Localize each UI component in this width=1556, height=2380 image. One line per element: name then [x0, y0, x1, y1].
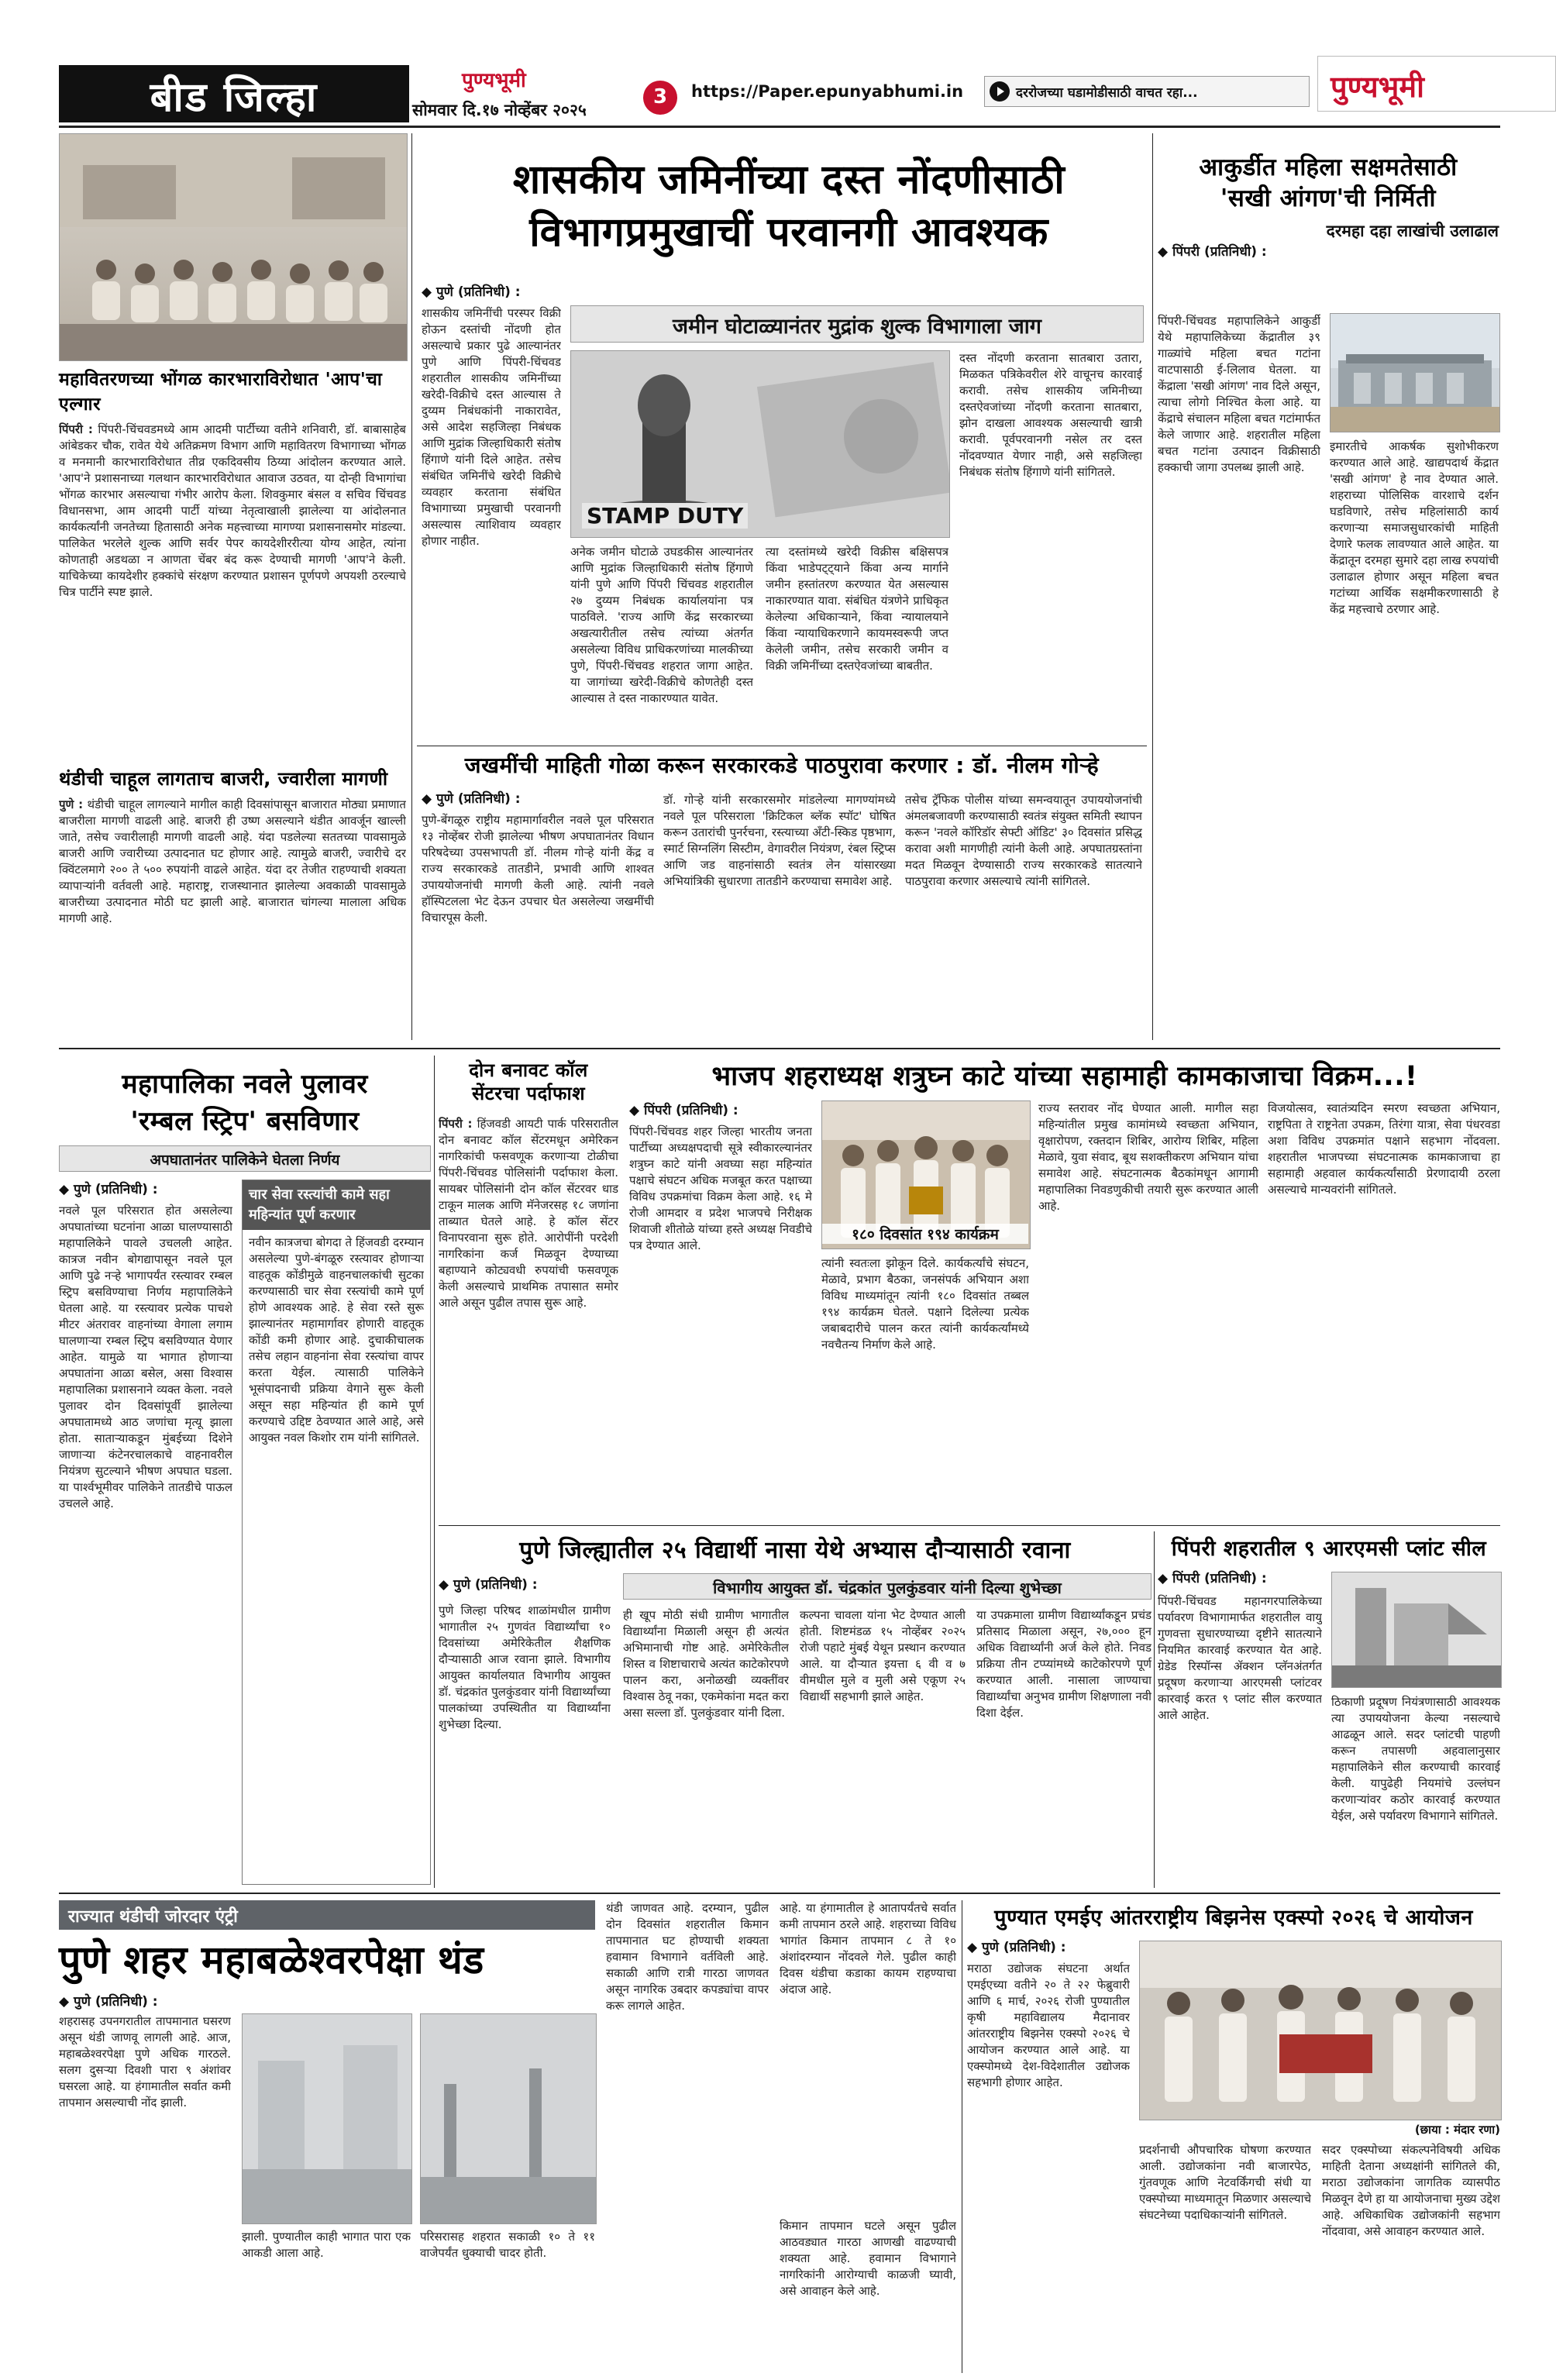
- page-number-badge: [643, 81, 677, 115]
- stamp-duty-photo: [570, 350, 950, 538]
- story-aap-protest: [59, 133, 406, 753]
- gorhe-col-1: पुणे-बेंगळूरु राष्ट्रीय महामार्गावरील नवले पूल परिसरात १३ नोव्हेंबर रोजी झालेल्या भीषण अपघातानंतर विधान परिषदेच्या उपसभापती डॉ. नीलम गोऱ्हे यांनी केंद्र व राज्य सरकारकडे तातडीने, प्रभावी आणि शाश्वत उपाययोजनांची मागणी केली आहे. त्यांनी नवले हॉस्पिटलला भेट देऊन उपचार घेत असलेल्या जखमींची विचारपूस केली.: [422, 813, 654, 925]
- aap-text: [59, 422, 406, 744]
- callcenter-byline: पिंपरी :: [439, 1117, 473, 1131]
- expo-col-3: सदर एक्स्पोच्या संकल्पनेविषयी अधिक माहिती देताना अध्यक्षांनी सांगितले की, मराठा उद्योजकांना जागतिक व्यासपीठ मिळवून देणे हा या आयोजनाचा मुख्य उद्देश आहे. अधिकाधिक उद्योजकांनी सहभाग नोंदवावा, असे आवाहन करण्यात आले.: [1322, 2143, 1500, 2238]
- protest-photo: [59, 133, 408, 361]
- service-road-text: नवीन कात्रजचा बोगदा ते हिंजवडी दरम्यान असलेल्या पुणे-बंगळूरु रस्त्यावर होणाऱ्या वाहतूक कोंडीमुळे वाहनचालकांची सुटका करण्यासाठी चार सेवा रस्त्यांची कामे पूर्ण होणे आवश्यक आहे. हे सेवा रस्ते सुरू झाल्यानंतर महामार्गावर होणारी वाहतूक कोंडी कमी होणार आहे. दुचाकीचालक तसेच लहान वाहनांना सेवा रस्त्यांचा वापर करता येईल. त्यासाठी पालिकेने भूसंपादनाची प्रक्रिया वेगाने सुरू केली असून सहा महिन्यांत ही कामे पूर्ण करण्याचे उद्दिष्ट ठेवण्यात आले आहे, असे आयुक्त नवल किशोर राम यांनी सांगितले.: [249, 1235, 424, 1445]
- rumble-subhead: अपघातानंतर पालिकेने घेतला निर्णय: [150, 1152, 340, 1169]
- land-col-3: त्या दस्तांमध्ये खरेदी विक्रीस बक्षिसपत्र किंवा भाडेपट्ट्याने किंवा अन्य मार्गाने जमीन हस्तांतरण करण्यात येत असल्यास नाकारण्यात यावा. संबंधित यंत्रणेने प्राधिकृत केलेल्या अधिकाऱ्याने, किंवा न्यायालयाने किंवा न्यायाधिकरणाने कायमस्वरूपी जप्त केलेली जमीन, तसेच सरकारी जमीन व विक्री जमिनींच्या दस्तऐवजांच्या बाबतीत.: [766, 545, 948, 673]
- bajri-text-body: थंडीची चाहूल लागल्याने मागील काही दिवसांपासून बाजारात मोठ्या प्रमाणात बाजरीला मागणी वाढली आहे. बाजरी ही उष्ण असल्याने थंडीत आवर्जून खाल्ली जाते, तसेच ज्वारीलाही मागणी वाढली आहे. यंदा पडलेल्या सततच्या पावसामुळे बाजरी आणि ज्वारीच्या उत्पादनात घट होणार आहे. त्यामुळे बाजरी, ज्वारीचे दर क्विंटलमागे २०० ते ५०० रुपयांनी वाढले आहेत. यंदा दर तेजीत राहण्याची शक्यता व्यापाऱ्यांनी वर्तवली आहे. महाराष्ट्र, राजस्थानात झालेल्या अवकाळी पावसामुळे बाजरीच्या उत्पादनात मोठी घट झाली आहे. बाजारात चांगल्या मालाला अधिक मागणी आहे.: [59, 797, 406, 925]
- bjp-headline: भाजप शहराध्यक्ष शत्रुघ्न काटे यांच्या सहामाही कामकाजाचा विक्रम...!: [711, 1061, 1418, 1092]
- expo-byline-icon: ◆: [967, 1940, 982, 1955]
- expo-col-2: प्रदर्शनाची औपचारिक घोषणा करण्यात आली. उद्योजकांना नवी बाजारपेठ, गुंतवणूक आणि नेटवर्किंगची संधी या एक्स्पोच्या माध्यमातून मिळणार असल्याचे संघटनेच्या पदाधिकाऱ्यांनी सांगितले.: [1139, 2143, 1311, 2222]
- play-icon: [990, 81, 1010, 102]
- cold-headline: पुणे शहर महाबळेश्वरपेक्षा थंड: [59, 1937, 484, 1982]
- sakhi-col-1: पिंपरी-चिंचवड महापालिकेने आकुर्डी येथे महापालिकेच्या केंद्रातील ३९ गाळ्यांचे महिला बचत गटांना वाटपासाठी ई-लिलाव घेतला. या केंद्राला 'सखी आंगण' नाव दिले असून, त्याचा लोगो निश्चित केला आहे. या केंद्राचे संचालन महिला बचत गटांमार्फत केले जाणार आहे. शहरातील महिला बचत गटांना उत्पादन विक्रीसाठी हक्काची जागा उपलब्ध झाली आहे.: [1158, 314, 1320, 474]
- story-rmc-plants: [1158, 1531, 1500, 1888]
- land-subhead: जमीन घोटाळ्यानंतर मुद्रांक शुल्क विभागाला जाग: [673, 315, 1041, 339]
- gorhe-headline: जखमींची माहिती गोळा करून सरकारकडे पाठपुरावा करणार : डॉ. नीलम गोऱ्हे: [464, 753, 1100, 778]
- bjp-byline-icon: ◆: [629, 1103, 644, 1118]
- tagline: दररोजच्या घडामोडीसाठी वाचत रहा...: [1016, 85, 1198, 101]
- land-col-4: दस्त नोंदणी करताना सातबारा उतारा, मिळकत पत्रिकेवरील शेरे वाचूनच कारवाई करावी. तसेच शासकीय जमिनीच्या दस्तऐवजांच्या नोंदणी करताना सातबारा, झोन दाखला आवश्यक असल्याची खात्री करावी. पूर्वपरवानगी नसेल तर दस्त नोंदवण्यात येणार नाही, असे सहजिल्हा निबंधक संतोष हिंगाणे यांनी सांगितले.: [959, 351, 1142, 479]
- bjp-col-3: राज्य स्तरावर नोंद घेण्यात आली. मागील सहा महिन्यांतील प्रमुख कामांमध्ये स्वच्छता अभियान, वृक्षारोपण, रक्तदान शिबिर, आरोग्य शिबिर, महिला मेळावे, युवा संवाद, बूथ सशक्तीकरण अभियान यांचा समावेश आहे. संघटनात्मक बैठकांमधून आगामी महापालिका निवडणुकीची तयारी सुरू करण्यात आली आहे.: [1038, 1101, 1258, 1213]
- land-col-1: शासकीय जमिनींची परस्पर विक्री होऊन दस्तांची नोंदणी होत असल्याचे प्रकार पुढे आल्यानंतर पुणे आणि पिंपरी-चिंचवड शहरातील शासकीय जमिनींच्या खरेदी-विक्रीचे दस्त आल्यास ते दुय्यम निबंधकांनी नाकारावेत, असे आदेश सहजिल्हा निबंधक आणि मुद्रांक जिल्हाधिकारी संतोष हिंगाणे यांनी दिले आहेत. तसेच संबंधित जमिनींचे खरेदी विक्रीचे व्यवहार करताना संबंधित विभागाच्या प्रमुखाची परवानगी असल्यास त्याशिवाय व्यवहार होणार नाहीत.: [422, 306, 561, 548]
- gorhe-byline: ◆ पुणे (प्रतिनिधी) :: [422, 791, 521, 807]
- story-land-registration: [417, 133, 1147, 777]
- sakhi-byline: ◆ पिंपरी (प्रतिनिधी) :: [1158, 244, 1267, 260]
- col-rule-1: [411, 133, 412, 1040]
- nasa-col-4: या उपक्रमाला ग्रामीण विद्यार्थ्यांकडून प्रचंड प्रतिसाद मिळाला असून, २७,००० हून अधिक विद्यार्थ्यांनी अर्ज केले होते. निवड प्रक्रिया तीन टप्प्यांमध्ये काटेकोरपणे पूर्ण करण्यात आली. नासाला जाण्याचा विद्यार्थ्यांचा अनुभव ग्रामीण शिक्षणाला नवी दिशा देईल.: [976, 1608, 1152, 1720]
- issue-date: सोमवार दि.१७ नोव्हेंबर २०२५: [412, 101, 587, 119]
- bjp-col-1: पिंपरी-चिंचवड शहर जिल्हा भारतीय जनता पार्टीच्या अध्यक्षपदाची सूत्रे स्वीकारल्यानंतर शत्रुघ्न काटे यांनी अवघ्या सहा महिन्यांत पक्षाचे संघटन अधिक मजबूत करत पक्षाच्या विविध उपक्रमांचा विक्रम केला आहे. १६ मे रोजी आमदार व प्रदेश भाजपचे निरीक्षक शिवाजी शीतोळे यांच्या हस्ते अध्यक्ष निवडीचे पत्र देण्यात आले.: [629, 1125, 812, 1252]
- bjp-felicitation-photo: [821, 1100, 1031, 1249]
- cold-byline: ◆ पुणे (प्रतिनिधी) :: [59, 1994, 158, 2010]
- rmc-byline-icon: ◆: [1158, 1571, 1172, 1586]
- sakhi-angan-photo: [1330, 313, 1500, 432]
- section-title: बीड जिल्हा: [150, 74, 318, 121]
- nasa-byline: ◆ पुणे (प्रतिनिधी) :: [439, 1577, 538, 1593]
- expo-headline: पुण्यात एमईए आंतरराष्ट्रीय बिझनेस एक्स्पो २०२६ चे आयोजन: [994, 1906, 1473, 1930]
- rumble-headline-1: महापालिका नवले पुलावर: [122, 1069, 368, 1100]
- cold-banner-text: राज्यात थंडीची जोरदार एंट्री: [68, 1907, 238, 1927]
- aap-headline: महावितरणच्या भोंगळ कारभाराविरोधात 'आप'चा एल्गार: [59, 370, 383, 415]
- rmc-col-1: पिंपरी-चिंचवड महानगरपालिकेच्या पर्यावरण विभागामार्फत शहरातील वायु गुणवत्ता सुधारण्याच्या दृष्टीने सातत्याने नियमित कारवाई करण्यात येत आहे. ग्रेडेड रिस्पॉन्स ॲक्शन प्लॅनअंतर्गत प्रदूषण करणाऱ्या आरएमसी प्लांटवर कारवाई करत ९ प्लांट सील करण्यात आले आहेत.: [1158, 1594, 1322, 1722]
- masthead-rule: [59, 126, 1500, 128]
- nasa-col-2: ही खूप मोठी संधी ग्रामीण भागातील विद्यार्थ्यांना मिळाली असून ही अत्यंत अभिमानाची गोष्ट आहे. अमेरिकेतील शिस्त व शिष्टाचाराचे अत्यंत काटेकोरपणे पालन करा, अनोळखी व्यक्तींवर विश्वास ठेवू नका, एकमेकांना मदत करा असा सल्ला डॉ. पुलकुंडवार यांनी दिला.: [623, 1608, 789, 1720]
- sakhi-headline-2: 'सखी आंगण'ची निर्मिती: [1220, 184, 1437, 212]
- section-title-box: [59, 65, 409, 122]
- expo-photo-caption: (छाया : मंदार रणा): [1414, 2123, 1500, 2137]
- story-mea-expo: [967, 1900, 1500, 2373]
- bajri-headline: थंडीची चाहूल लागताच बाजरी, ज्वारीला मागणी: [59, 768, 388, 790]
- story-sakhi-angan: [1158, 133, 1499, 1045]
- aap-byline: पिंपरी :: [59, 422, 93, 436]
- rule-mid-2: [59, 1893, 1500, 1894]
- rumble-headline-2: 'रम्बल स्ट्रिप' बसविणार: [130, 1106, 360, 1137]
- nasa-headline: पुणे जिल्ह्यातील २५ विद्यार्थी नासा येथे अभ्यास दौऱ्यासाठी रवाना: [519, 1537, 1071, 1564]
- gorhe-col-3: तसेच ट्रॅफिक पोलीस यांच्या समन्वयातून उपाययोजनांची अंमलबजावणी करण्यासाठी स्वतंत्र संयुक्त समिती स्थापन करून 'नवले कॉरिडॉर सेफ्टी ऑडिट' ३० दिवसांत प्रसिद्ध करावा अशी मागणीही त्यांनी केली आहे. अपघातग्रस्तांना मदत मिळवून देण्यासाठी राज्य सरकारकडे सातत्याने पाठपुरावा करणार असल्याचे त्यांनी सांगितले.: [905, 793, 1142, 888]
- rule-mid-1: [59, 1048, 1500, 1049]
- cold-byline-icon: ◆: [59, 1994, 74, 2010]
- stamp-duty-label: STAMP DUTY: [582, 503, 748, 529]
- tagline-strip: [984, 76, 1310, 107]
- cold-photo-caption-2: परिसरासह शहरात सकाळी १० ते ११ वाजेपर्यंत धुक्याची चादर होती.: [420, 2230, 595, 2260]
- land-headline-2: विभागप्रमुखाचीं परवानगी आवश्यक: [529, 209, 1048, 256]
- bjp-photo-caption: १८० दिवसांत १९४ कार्यक्रम: [822, 1224, 1028, 1244]
- callcenter-headline-1: दोन बनावट कॉल: [469, 1059, 588, 1081]
- cold-banner: [59, 1900, 595, 1930]
- rmc-plant-photo: [1331, 1572, 1502, 1688]
- nasa-col-3: कल्पना चावला यांना भेट देण्यात आली होती. शिष्टमंडळ १५ नोव्हेंबर २०२५ रोजी पहाटे मुंबई येथून प्रस्थान करण्यात आले. या दौऱ्यात इयत्ता ६ वी व ७ वीमधील मुले व मुली असे एकूण २५ विद्यार्थी सहभागी झाले आहेत.: [800, 1608, 966, 1703]
- nasa-byline-icon: ◆: [439, 1577, 453, 1593]
- sakhi-col-2: इमारतीचे आकर्षक सुशोभीकरण करण्यात आले आहे. खाद्यपदार्थ केंद्रात 'सखी आंगण' हे नाव देण्यात आले. शहराच्या पोलिसिक वारशाचे दर्शन घडविणारे, तसेच महिलांसाठी कार्य करणाऱ्या समाजसुधारकांची माहिती देणारे फलक लावण्यात आले आहेत. या केंद्रातून दरमहा सुमारे दहा लाख रुपयांची उलाढाल होणार असून महिला बचत गटांच्या आर्थिक सक्षमीकरणासाठी हे केंद्र महत्त्वाचे ठरणार आहे.: [1330, 439, 1499, 616]
- land-col-2: अनेक जमीन घोटाळे उघडकीस आल्यानंतर आणि मुद्रांक जिल्हाधिकारी संतोष हिंगाणे यांनी पुणे आणि पिंपरी चिंचवड शहरातील २७ दुय्यम निबंधक कार्यालयांना पत्र पाठविले. 'राज्य आणि केंद्र सरकारच्या अखत्यारीतील तसेच त्यांच्या अंतर्गत असलेल्या विविध प्राधिकरणांच्या मालकीच्या पुणे, पिंपरी-चिंचवड शहरात जागा आहेत. या जागांच्या खरेदी-विक्रीचे कोणतेही दस्त आल्यास ते दस्त नाकारण्यात यावेत.: [570, 545, 753, 705]
- masthead: [0, 0, 1556, 155]
- paper-logo-box: [1317, 56, 1556, 112]
- rmc-col-2: ठिकाणी प्रदूषण नियंत्रणासाठी आवश्यक त्या उपाययोजना केल्या नसल्याचे आढळून आले. सदर प्लांटची पाहणी करून तपासणी अहवालानुसार महापालिकेने सील करण्याची कारवाई केली. यापुढेही नियमांचे उल्लंघन करणाऱ्यांवर कठोर कारवाई करण्यात येईल, असे पर्यावरण विभागाने सांगितले.: [1331, 1695, 1500, 1823]
- rumble-byline-icon: ◆: [59, 1182, 74, 1197]
- expo-col-1: मराठा उद्योजक संघटना अर्थात एमईएच्या वतीने २० ते २२ फेब्रुवारी आणि ६ मार्च, २०२६ रोजी पुण्यातील कृषी महाविद्यालय मैदानावर आंतरराष्ट्रीय बिझनेस एक्स्पो २०२६ चे आयोजन करण्यात आले आहे. या एक्स्पोमध्ये देश-विदेशातील उद्योजक सहभागी होणार आहेत.: [967, 1962, 1130, 2089]
- aap-text-body: पिंपरी-चिंचवडमध्ये आम आदमी पार्टीच्या वतीने शनिवारी, डॉ. बाबासाहेब आंबेडकर चौक, रावेत येथे अतिक्रमण विभाग आणि महावितरण विभागाच्या भोंगळ व मनमानी कारभाराविरोधात तीव्र एकदिवसीय ठिय्या आंदोलन करण्यात आले. 'आप'ने प्रशासनाच्या गलथान कारभारविरोधात आवाज उठवत, या दोन्ही विभागांचा भोंगळ कारभार असल्याचा गंभीर आरोप केला. शिवकुमार बंसल व सचिव चिंचवड विधानसभा, आम आदमी पार्टी यांच्या नेतृत्वाखाली झालेल्या या आंदोलनात कार्यकर्त्यांनी जनतेच्या हितासाठी अनेक महत्त्वाच्या मागण्या प्रशासनासमोर मांडल्या. पालिकेत भरलेले शुल्क आणि सर्वर पेपर कायदेशीररीत्या योग्य आहेत, त्यांना कोणताही अडथळा न आणता चेंबर बंद करू देण्याची मागणी 'आप'ने केली. याचिकेच्या कायदेशीर हक्कांचे संरक्षण करण्यात प्रशासन पूर्णपणे अपयशी ठरल्याचे चित्र पार्टीने स्पष्ट झाले.: [59, 422, 406, 599]
- fog-photo-1: [242, 2013, 412, 2224]
- bjp-byline: ◆ पिंपरी (प्रतिनिधी) :: [629, 1103, 738, 1118]
- nasa-col-1: पुणे जिल्हा परिषद शाळांमधील ग्रामीण भागातील २५ गुणवंत विद्यार्थ्यांचा १० दिवसांच्या अमेरिकेतील शैक्षणिक दौऱ्यासाठी आज रवाना झाले. विभागीय आयुक्त कार्यालयात विभागीय आयुक्त डॉ. चंद्रकांत पुलकुंडवार यांनी विद्यार्थ्यांच्या पालकांच्या उपस्थितीत या विद्यार्थ्यांना शुभेच्छा दिल्या.: [439, 1603, 611, 1731]
- paper-logo: पुण्यभूमी: [1331, 70, 1424, 104]
- rumble-subhead-bar: [59, 1145, 431, 1172]
- expo-launch-photo: [1139, 1941, 1502, 2120]
- expo-byline: ◆ पुणे (प्रतिनिधी) :: [967, 1940, 1066, 1955]
- cold-col-1: शहरासह उपनगरातील तापमानात घसरण असून थंडी जाणवू लागली आहे. आज, महाबळेश्वरपेक्षा पुणे अधिक गारठले. सलग दुसऱ्या दिवशी पारा ९ अंशांवर घसरला आहे. या हंगामातील सर्वात कमी तापमान असल्याची नोंद झाली.: [59, 2014, 231, 2110]
- land-subhead-bar: [570, 305, 1144, 343]
- gorhe-byline-icon: ◆: [422, 791, 436, 807]
- rumble-byline: ◆ पुणे (प्रतिनिधी) :: [59, 1182, 158, 1197]
- story-fake-call-center: [439, 1056, 618, 1521]
- rule-bjp-nasa: [439, 1525, 1500, 1526]
- callcenter-text-body: हिंजवडी आयटी पार्क परिसरातील दोन बनावट कॉल सेंटरमधून अमेरिकन नागरिकांची फसवणूक करणाऱ्या टोळीचा पिंपरी-चिंचवड पोलिसांनी पर्दाफाश केला. सायबर पोलिसांनी दोन कॉल सेंटरवर धाड टाकून मालक आणि मॅनेजरसह १८ जणांना ताब्यात घेतले आहे. हे कॉल सेंटर विनापरवाना सुरू होते. आरोपींनी परदेशी नागरिकांना कर्ज मिळवून देण्याच्या बहाण्याने कोट्यवधी रुपयांची फसवणूक केली असल्याचे प्राथमिक तपासात समोर आले असून पुढील तपास सुरू आहे.: [439, 1117, 618, 1310]
- col-rule-3: [434, 1056, 435, 1888]
- sakhi-subhead: दरमहा दहा लाखांची उलाढाल: [1326, 222, 1499, 240]
- bjp-col-4: विजयोत्सव, स्वातंत्र्यदिन स्मरण स्वच्छता अभियान, राष्ट्रपिता ते राष्ट्रनेता उपक्रम, तिरंगा यात्रा, सेवा पंधरवडा अशा विविध उपक्रमांत पक्षाने सहभाग नोंदवला. शहरातील भाजपच्या संघटनात्मक कामकाजाचा हा सहामाही अहवाल कार्यकर्त्यांसाठी प्रेरणादायी ठरला असल्याचे मान्यवरांनी सांगितले.: [1268, 1101, 1500, 1197]
- story-neelam-gorhe: [417, 749, 1147, 1037]
- nasa-subhead: विभागीय आयुक्त डॉ. चंद्रकांत पुलकुंडवार यांनी दिल्या शुभेच्छा: [713, 1579, 1062, 1597]
- fog-photo-2: [420, 2013, 597, 2224]
- cold-photo-caption-1: झाली. पुण्यातील काही भागात पारा एक आकडी आला आहे.: [242, 2230, 411, 2260]
- cold-col-3: आहे. या हंगामातील हे आतापर्यंतचे सर्वात कमी तापमान ठरले आहे. शहराच्या विविध भागांत किमान तापमान ८ ते १० अंशांदरम्यान नोंदवले गेले. पुढील काही दिवस थंडीचा कडाका कायम राहण्याचा अंदाज आहे.: [780, 1901, 956, 1996]
- paper-logo-small: पुण्यभूमी: [462, 69, 526, 92]
- cold-col-4: किमान तापमान घटले असून पुढील आठवड्यात गारठा आणखी वाढण्याची शक्यता आहे. हवामान विभागाने नागरिकांनी आरोग्याची काळजी घ्यावी, असे आवाहन केले आहे.: [780, 2219, 956, 2298]
- callcenter-text: [439, 1116, 618, 1511]
- service-road-headline: चार सेवा रस्त्यांची कामे सहा महिन्यांत पूर्ण करणार: [243, 1180, 430, 1230]
- gorhe-col-2: डॉ. गोऱ्हे यांनी सरकारसमोर मांडलेल्या मागण्यांमध्ये नवले पूल परिसराला 'क्रिटिकल ब्लॅक स्पॉट' घोषित करून उतारांची पुनर्रचना, रस्त्याच्या अँटी-स्किड पृष्ठभाग, स्मार्ट सिग्नलिंग सिस्टीम, वेगावरील नियंत्रण, रंबल स्ट्रिप्स आणि जड वाहनांसाठी स्वतंत्र लेन यांसारख्या अभियांत्रिकी सुधारणा तातडीने करण्याचा समावेश आहे.: [663, 793, 896, 888]
- story-bjp-kate: [629, 1056, 1500, 1521]
- rmc-byline: ◆ पिंपरी (प्रतिनिधी) :: [1158, 1571, 1267, 1586]
- rumble-text: नवले पूल परिसरात होत असलेल्या अपघातांच्या घटनांना आळा घालण्यासाठी महापालिकेने पावले उचलली आहेत. कात्रज नवीन बोगद्यापासून नवले पूल आणि पुढे नऱ्हे भागापर्यंत रस्त्यावर रम्बल स्ट्रिप बसविण्याचा निर्णय महापालिकेने घेतला आहे. या रस्त्यावर प्रत्येक पाचशे मीटर अंतरावर वाहनांच्या वेगाला लगाम घालणाऱ्या रम्बल स्ट्रिप बसविण्यात येणार आहेत. यामुळे या भागात होणाऱ्या अपघातांना आळा बसेल, असा विश्वास महापालिका प्रशासनाने व्यक्त केला. नवले पुलावर दोन दिवसांपूर्वी झालेल्या अपघातामध्ये आठ जणांचा मृत्यू झाला होता. साताऱ्याकडून मुंबईच्या दिशेने जाणाऱ्या कंटेनरचालकाचे वाहनावरील नियंत्रण सुटल्याने भीषण अपघात घडला. या पार्श्वभूमीवर पालिकेने तातडीचे पाऊल उचलले आहे.: [59, 1204, 232, 1510]
- story-pune-cold: [59, 1900, 956, 2373]
- land-headline-1: शासकीय जमिनींच्या दस्त नोंदणीसाठी: [512, 157, 1065, 203]
- page-number: 3: [652, 85, 668, 108]
- land-byline: ◆ पुणे (प्रतिनिधी) :: [422, 284, 521, 300]
- sakhi-headline-1: आकुर्डीत महिला सक्षमतेसाठी: [1199, 153, 1458, 181]
- story-rumble-strip: [59, 1056, 431, 1893]
- rmc-headline: पिंपरी शहरातील ९ आरएमसी प्लांट सील: [1171, 1537, 1487, 1561]
- cold-col-2: थंडी जाणवत आहे. दरम्यान, पुढील दोन दिवसांत शहरातील किमान तापमानात घट होण्याची शक्यता हवामान विभागाने वर्तविली आहे. सकाळी आणि रात्री गारठा जाणवत असून नागरिक उबदार कपड्यांचा वापर करू लागले आहेत.: [606, 1901, 769, 2013]
- col-rule-4: [1154, 1531, 1155, 1888]
- service-road-box: [242, 1180, 431, 1885]
- bjp-col-2: त्यांनी स्वतःला झोकून दिले. कार्यकर्त्यांचे संघटन, मेळावे, प्रभाग बैठका, जनसंपर्क अभियान अशा विविध माध्यमांतून त्यांनी १८० दिवसांत तब्बल १९४ कार्यक्रम घेतले. पक्षाने दिलेल्या प्रत्येक जबाबदारीचे पालन करत त्यांनी कार्यकर्त्यांमध्ये नवचैतन्य निर्माण केले आहे.: [821, 1256, 1029, 1352]
- bajri-text: [59, 797, 406, 1029]
- nasa-subhead-bar: [623, 1573, 1152, 1600]
- sakhi-byline-icon: ◆: [1158, 244, 1172, 260]
- edition-url[interactable]: https://Paper.epunyabhumi.in: [691, 82, 964, 101]
- bajri-byline: पुणे :: [59, 797, 84, 811]
- col-rule-2: [1152, 133, 1153, 1040]
- story-nasa-students: [439, 1531, 1152, 1888]
- callcenter-headline-2: सेंटरचा पर्दाफाश: [471, 1083, 586, 1104]
- land-byline-icon: ◆: [422, 284, 436, 300]
